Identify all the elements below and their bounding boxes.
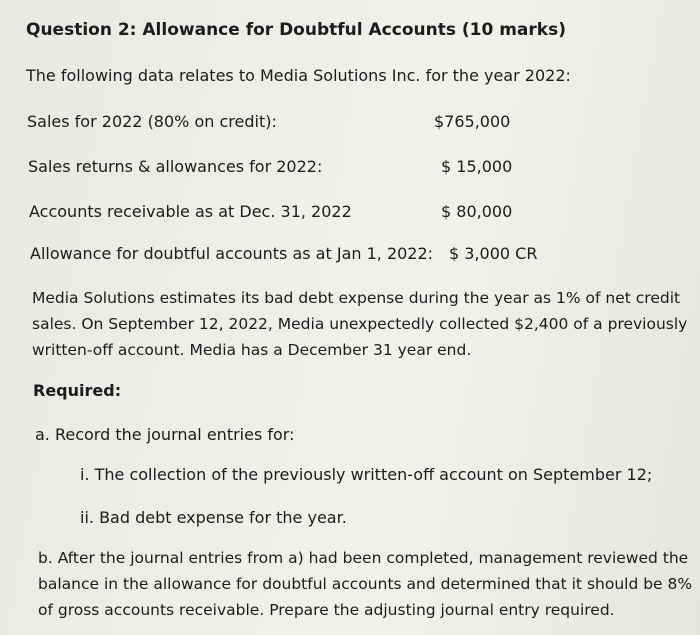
question-title: Question 2: Allowance for Doubtful Accounts (10 marks) xyxy=(26,20,566,40)
part-b-line: b. After the journal entries from a) had been completed, management reviewed the xyxy=(38,549,689,567)
part-a-text: a. Record the journal entries for: xyxy=(35,425,295,444)
data-label-allowance: Allowance for doubtful accounts as at Jan 1, 2022: xyxy=(30,244,434,263)
description-paragraph xyxy=(32,285,687,363)
paragraph-line: Media Solutions estimates its bad debt expense during the year as 1% of net credit xyxy=(32,289,681,307)
data-value-returns: $ 15,000 xyxy=(441,157,513,176)
paragraph-line: sales. On September 12, 2022, Media unexpectedly collected $2,400 of a previously xyxy=(32,315,688,333)
part-b-line: of gross accounts receivable. Prepare the adjusting journal entry required. xyxy=(38,601,615,619)
part-a-item-i: i. The collection of the previously written-off account on September 12; xyxy=(80,465,653,484)
part-a-item-ii: ii. Bad debt expense for the year. xyxy=(80,508,347,527)
data-value-receivable: $ 80,000 xyxy=(441,202,513,221)
intro-text: The following data relates to Media Solutions Inc. for the year 2022: xyxy=(26,66,571,85)
required-heading: Required: xyxy=(33,381,122,400)
part-b-line: balance in the allowance for doubtful accounts and determined that it should be 8% xyxy=(38,575,693,593)
paragraph-line: written-off account. Media has a December 31 year end. xyxy=(32,341,472,359)
data-label-sales: Sales for 2022 (80% on credit): xyxy=(27,112,277,131)
data-value-allowance: $ 3,000 CR xyxy=(449,244,538,263)
part-b-paragraph xyxy=(38,545,692,623)
data-label-receivable: Accounts receivable as at Dec. 31, 2022 xyxy=(29,202,352,221)
data-label-returns: Sales returns & allowances for 2022: xyxy=(28,157,323,176)
data-value-sales: $765,000 xyxy=(434,112,511,131)
